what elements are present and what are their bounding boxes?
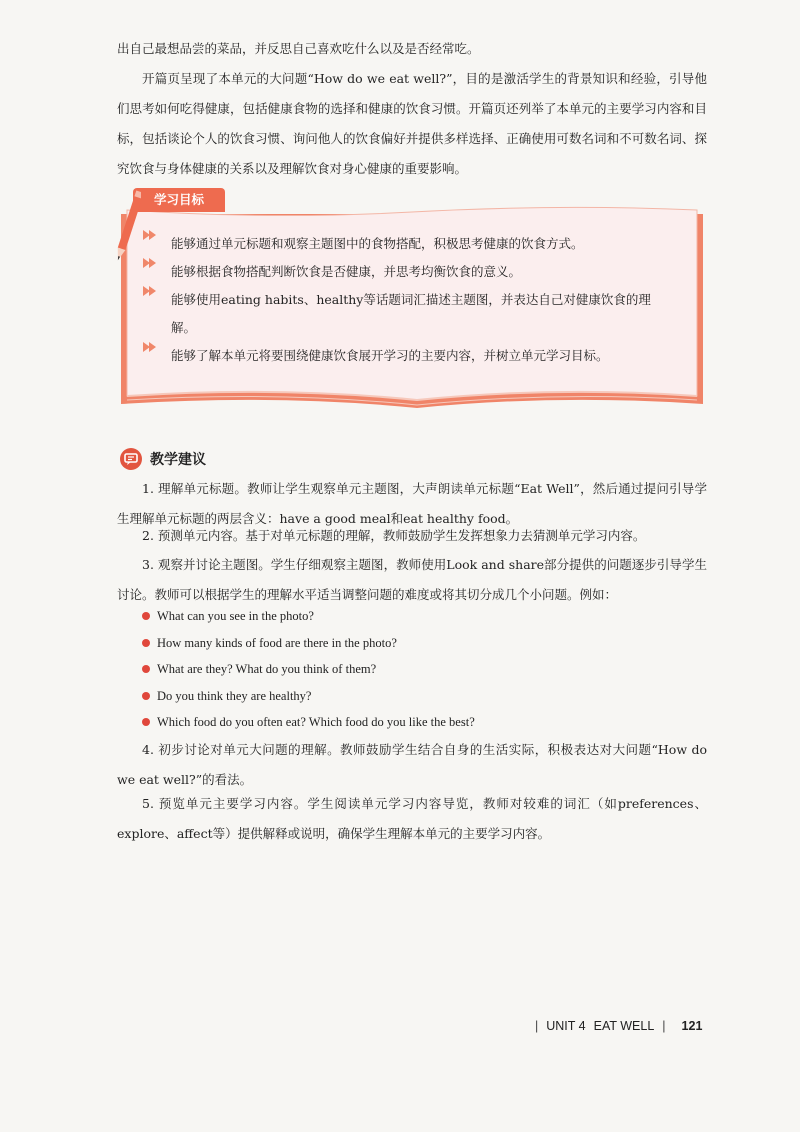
learning-goals-list	[143, 230, 671, 370]
goal-text: 能够根据食物搭配判断饮食是否健康，并思考均衡饮食的意义。	[171, 264, 522, 279]
learning-goals-tab: 学习目标	[133, 188, 225, 212]
goal-item	[143, 342, 671, 370]
question-item	[142, 683, 475, 710]
footer-unit: UNIT 4	[546, 1019, 586, 1033]
pencil-icon	[117, 186, 141, 266]
suggestion-paragraph-3: 3. 观察并讨论主题图。学生仔细观察主题图，教师使用Look and share部分提供的问题逐步引导学生讨论。教师可以根据学生的理解水平适当调整问题的难度或将其切分成几个小问题。例如：	[117, 557, 707, 602]
bullet-dot-icon	[142, 639, 150, 647]
question-text: Do you think they are healthy?	[157, 688, 312, 703]
goal-text: 能够使用eating habits、healthy等话题词汇描述主题图，并表达自己对健康饮食的理解。	[171, 292, 651, 335]
footer-separator: |	[662, 1019, 666, 1033]
section-title: 教学建议	[150, 452, 206, 468]
bullet-dot-icon	[142, 665, 150, 673]
arrow-bullet-icon	[143, 258, 157, 268]
suggestion-paragraph-2: 2. 预测单元内容。基于对单元标题的理解，教师鼓励学生发挥想象力去猜测单元学习内容。	[142, 528, 646, 543]
learning-goals-box	[117, 186, 707, 426]
goal-text: 能够了解本单元将要围绕健康饮食展开学习的主要内容，并树立单元学习目标。	[171, 348, 609, 363]
question-text: What can you see in the photo?	[157, 609, 314, 623]
intro-paragraph: 开篇页呈现了本单元的大问题“How do we eat well?”，目的是激活学生的背景知识和经验，引导他们思考如何吃得健康，包括健康食物的选择和健康的饮食习惯。开篇页还列举了本单元的主要学习内容和目标，包括谈论个人的饮食习惯、询问他人的饮食偏好并提供多样选择、正确使用可数名词和不可数名词、探究饮食与身体健康的关系以及理解饮食对身心健康的重要影响。	[117, 71, 707, 176]
question-item	[142, 656, 475, 683]
goal-item	[143, 230, 671, 258]
footer-unit-title: EAT WELL	[593, 1019, 655, 1033]
question-list	[142, 603, 475, 736]
intro-line: 出自己最想品尝的菜品，并反思自己喜欢吃什么以及是否经常吃。	[117, 41, 480, 56]
arrow-bullet-icon	[143, 286, 157, 296]
page-footer	[535, 1016, 702, 1036]
teaching-suggestions-heading	[120, 446, 206, 472]
question-item	[142, 603, 475, 630]
footer-separator: |	[535, 1019, 539, 1033]
suggestion-paragraph-4: 4. 初步讨论对单元大问题的理解。教师鼓励学生结合自身的生活实际，积极表达对大问题“How do we eat well?”的看法。	[117, 742, 707, 787]
goal-text: 能够通过单元标题和观察主题图中的食物搭配，积极思考健康的饮食方式。	[171, 236, 584, 251]
arrow-bullet-icon	[143, 342, 157, 352]
bullet-dot-icon	[142, 612, 150, 620]
suggestion-paragraph-1: 1. 理解单元标题。教师让学生观察单元主题图，大声朗读单元标题“Eat Well”，然后通过提问引导学生理解单元标题的两层含义：have a good meal和eat healthy food。	[117, 481, 707, 526]
suggestion-paragraph-5: 5. 预览单元主要学习内容。学生阅读单元学习内容导览，教师对较难的词汇（如preferences、explore、affect等）提供解释或说明，确保学生理解本单元的主要学习内容。	[117, 796, 707, 841]
question-text: Which food do you often eat? Which food do you like the best?	[157, 715, 475, 729]
question-item	[142, 709, 475, 736]
question-text: What are they? What do you think of them?	[157, 662, 377, 676]
goal-item	[143, 286, 671, 342]
page-number: 121	[681, 1019, 703, 1033]
chat-icon	[120, 448, 142, 470]
question-text: How many kinds of food are there in the photo?	[157, 635, 397, 650]
bullet-dot-icon	[142, 692, 150, 700]
question-item	[142, 630, 475, 657]
goal-item	[143, 258, 671, 286]
bullet-dot-icon	[142, 718, 150, 726]
arrow-bullet-icon	[143, 230, 157, 240]
